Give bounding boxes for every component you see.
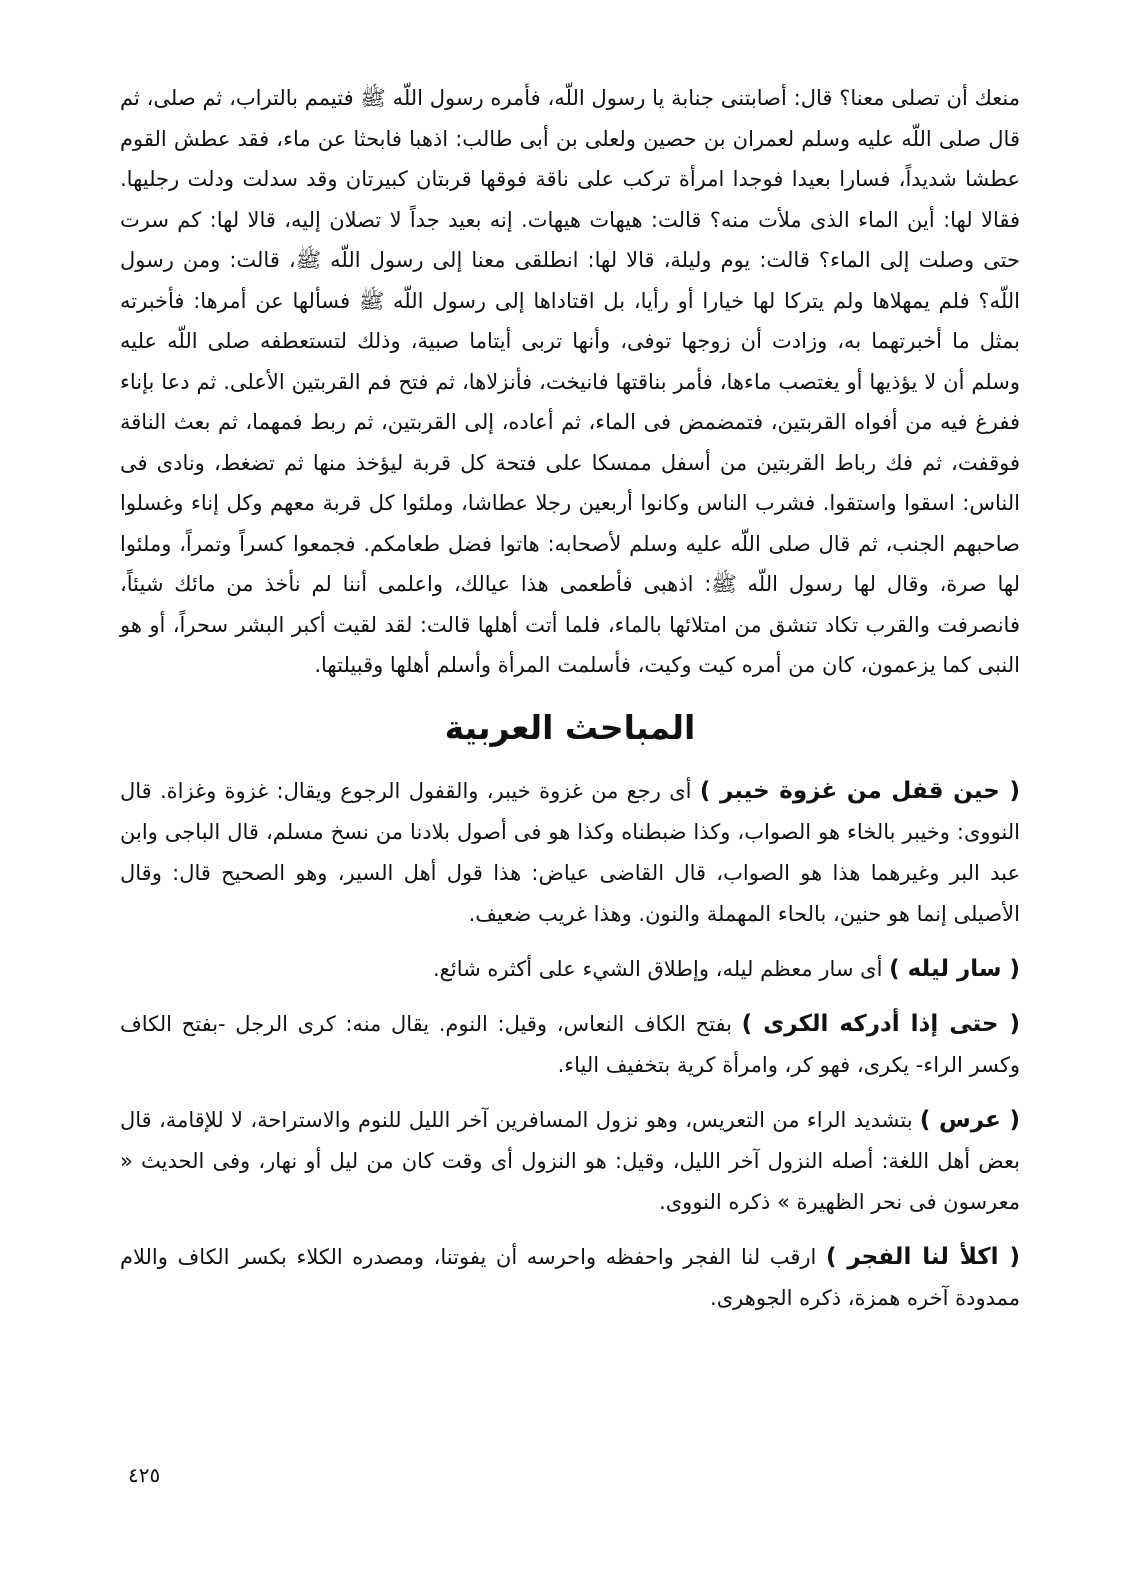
glossary-entry xyxy=(120,1237,1020,1319)
glossary-definition: بفتح الكاف النعاس، وقيل: النوم. يقال منه: كرى الرجل -بفتح الكاف وكسر الراء- يكرى، فهو كر، وامرأة كرية بتخفيف الياء. xyxy=(120,1011,1020,1077)
section-heading: المباحث العربية xyxy=(444,707,696,747)
glossary-definition: أى سار معظم ليله، وإطلاق الشيء على أكثره شائع. xyxy=(433,956,890,981)
narrative-paragraph: منعك أن تصلى معنا؟ قال: أصابتنى جنابة يا رسول اللّه، فأمره رسول اللّه ﷺ فتيمم بالتراب، ثم صلى، ثم قال صلى اللّه عليه وسلم لعمران بن حصين ولعلى بن أبى طالب: اذهبا فابحثا عن ماء، فقد عطش القوم عطشا شديداً، فسارا بعيدا فوجدا امرأة تركب على ناقة فوقها قربتان كبيرتان وقد سدلت ودلت رجليها. فقالا لها: أين الماء الذى ملأت منه؟ قالت: هيهات هيهات. إنه بعيد جداً لا تصلان إليه، قالا لها: كم سرت حتى وصلت إلى الماء؟ قالت: يوم وليلة، قالا لها: انطلقى معنا إلى رسول اللّه ﷺ، قالت: ومن رسول اللّه؟ فلم يمهلاها ولم يتركا لها خيارا أو رأيا، بل اقتاداها إلى رسول اللّه ﷺ فسألها عن أمرها: فأخبرته بمثل ما أخبرتهما به، وزادت أن زوجها توفى، وأنها تربى أيتاما صبية، وذلك لتستعطفه صلى اللّه عليه وسلم أن لا يؤذيها أو يغتصب ماءها، فأمر بناقتها فانيخت، فأنزلاها، ثم فتح فم القربتين الأعلى. ثم دعا بإناء ففرغ فيه من أفواه القربتين، فتمضمض فى الماء، ثم أعاده، إلى القربتين، ثم ربط فمهما، ثم بعث الناقة فوقفت، ثم فك رباط القربتين من أسفل ممسكا على فتحة كل قربة ليؤخذ منها ثم تضغط، ونادى فى الناس: اسقوا واستقوا. فشرب الناس وكانوا أربعين رجلا عطاشا، وملئوا كل قربة معهم وكل إناء وغسلوا صاحبهم الجنب، ثم قال صلى اللّه عليه وسلم لأصحابه: هاتوا فضل طعامكم. فجمعوا كسراً وتمراً، وملئوا لها صرة، وقال لها رسول اللّه ﷺ: اذهبى فأطعمى هذا عيالك، واعلمى أننا لم نأخذ من مائك شيئاً، فانصرفت والقرب تكاد تنشق من امتلائها بالماء، فلما أتت أهلها قالت: لقد لقيت أكبر البشر سحراً، أو هو النبى كما يزعمون، كان من أمره كيت وكيت، فأسلمت المرأة وأسلم أهلها وقبيلتها. xyxy=(120,86,1020,677)
page-number: ٤٢٥ xyxy=(128,1463,161,1487)
page-body xyxy=(120,78,1020,1333)
glossary-list xyxy=(120,771,1020,1319)
glossary-entry xyxy=(120,1100,1020,1223)
glossary-term: ( حين قفل من غزوة خيبر ) xyxy=(699,777,1020,804)
glossary-term: ( حتى إذا أدركه الكرى ) xyxy=(741,1010,1020,1037)
glossary-entry xyxy=(120,949,1020,990)
glossary-definition: ارقب لنا الفجر واحفظه واحرسه أن يفوتنا، ومصدره الكلاء بكسر الكاف واللام ممدودة آخره همزة، ذكره الجوهرى. xyxy=(120,1244,1020,1310)
glossary-entry xyxy=(120,1004,1020,1086)
glossary-definition: بتشديد الراء من التعريس، وهو نزول المسافرين آخر الليل للنوم والاستراحة، لا للإقامة، قال بعض أهل اللغة: أصله النزول آخر الليل، وقيل: هو النزول أى وقت كان من ليل أو نهار، وفى الحديث « معرسون فى نحر الظهيرة » ذكره النووى. xyxy=(120,1107,1020,1214)
glossary-definition: أى رجع من غزوة خيبر، والقفول الرجوع ويقال: غزوة وغزاة. قال النووى: وخيبر بالخاء هو الصواب، وكذا ضبطناه وكذا هو فى أصول بلادنا من نسخ مسلم، قال الباجى وابن عبد البر وغيرهما هذا هو الصواب، قال القاضى عياض: هذا قول أهل السير، وهو الصحيح قال: وقال الأصيلى إنما هو حنين، بالحاء المهملة والنون. وهذا غريب ضعيف. xyxy=(120,778,1020,926)
glossary-entry xyxy=(120,771,1020,935)
glossary-term: ( عرس ) xyxy=(919,1106,1020,1133)
glossary-term: ( اكلأ لنا الفجر ) xyxy=(825,1243,1020,1270)
glossary-term: ( سار ليله ) xyxy=(889,955,1020,982)
